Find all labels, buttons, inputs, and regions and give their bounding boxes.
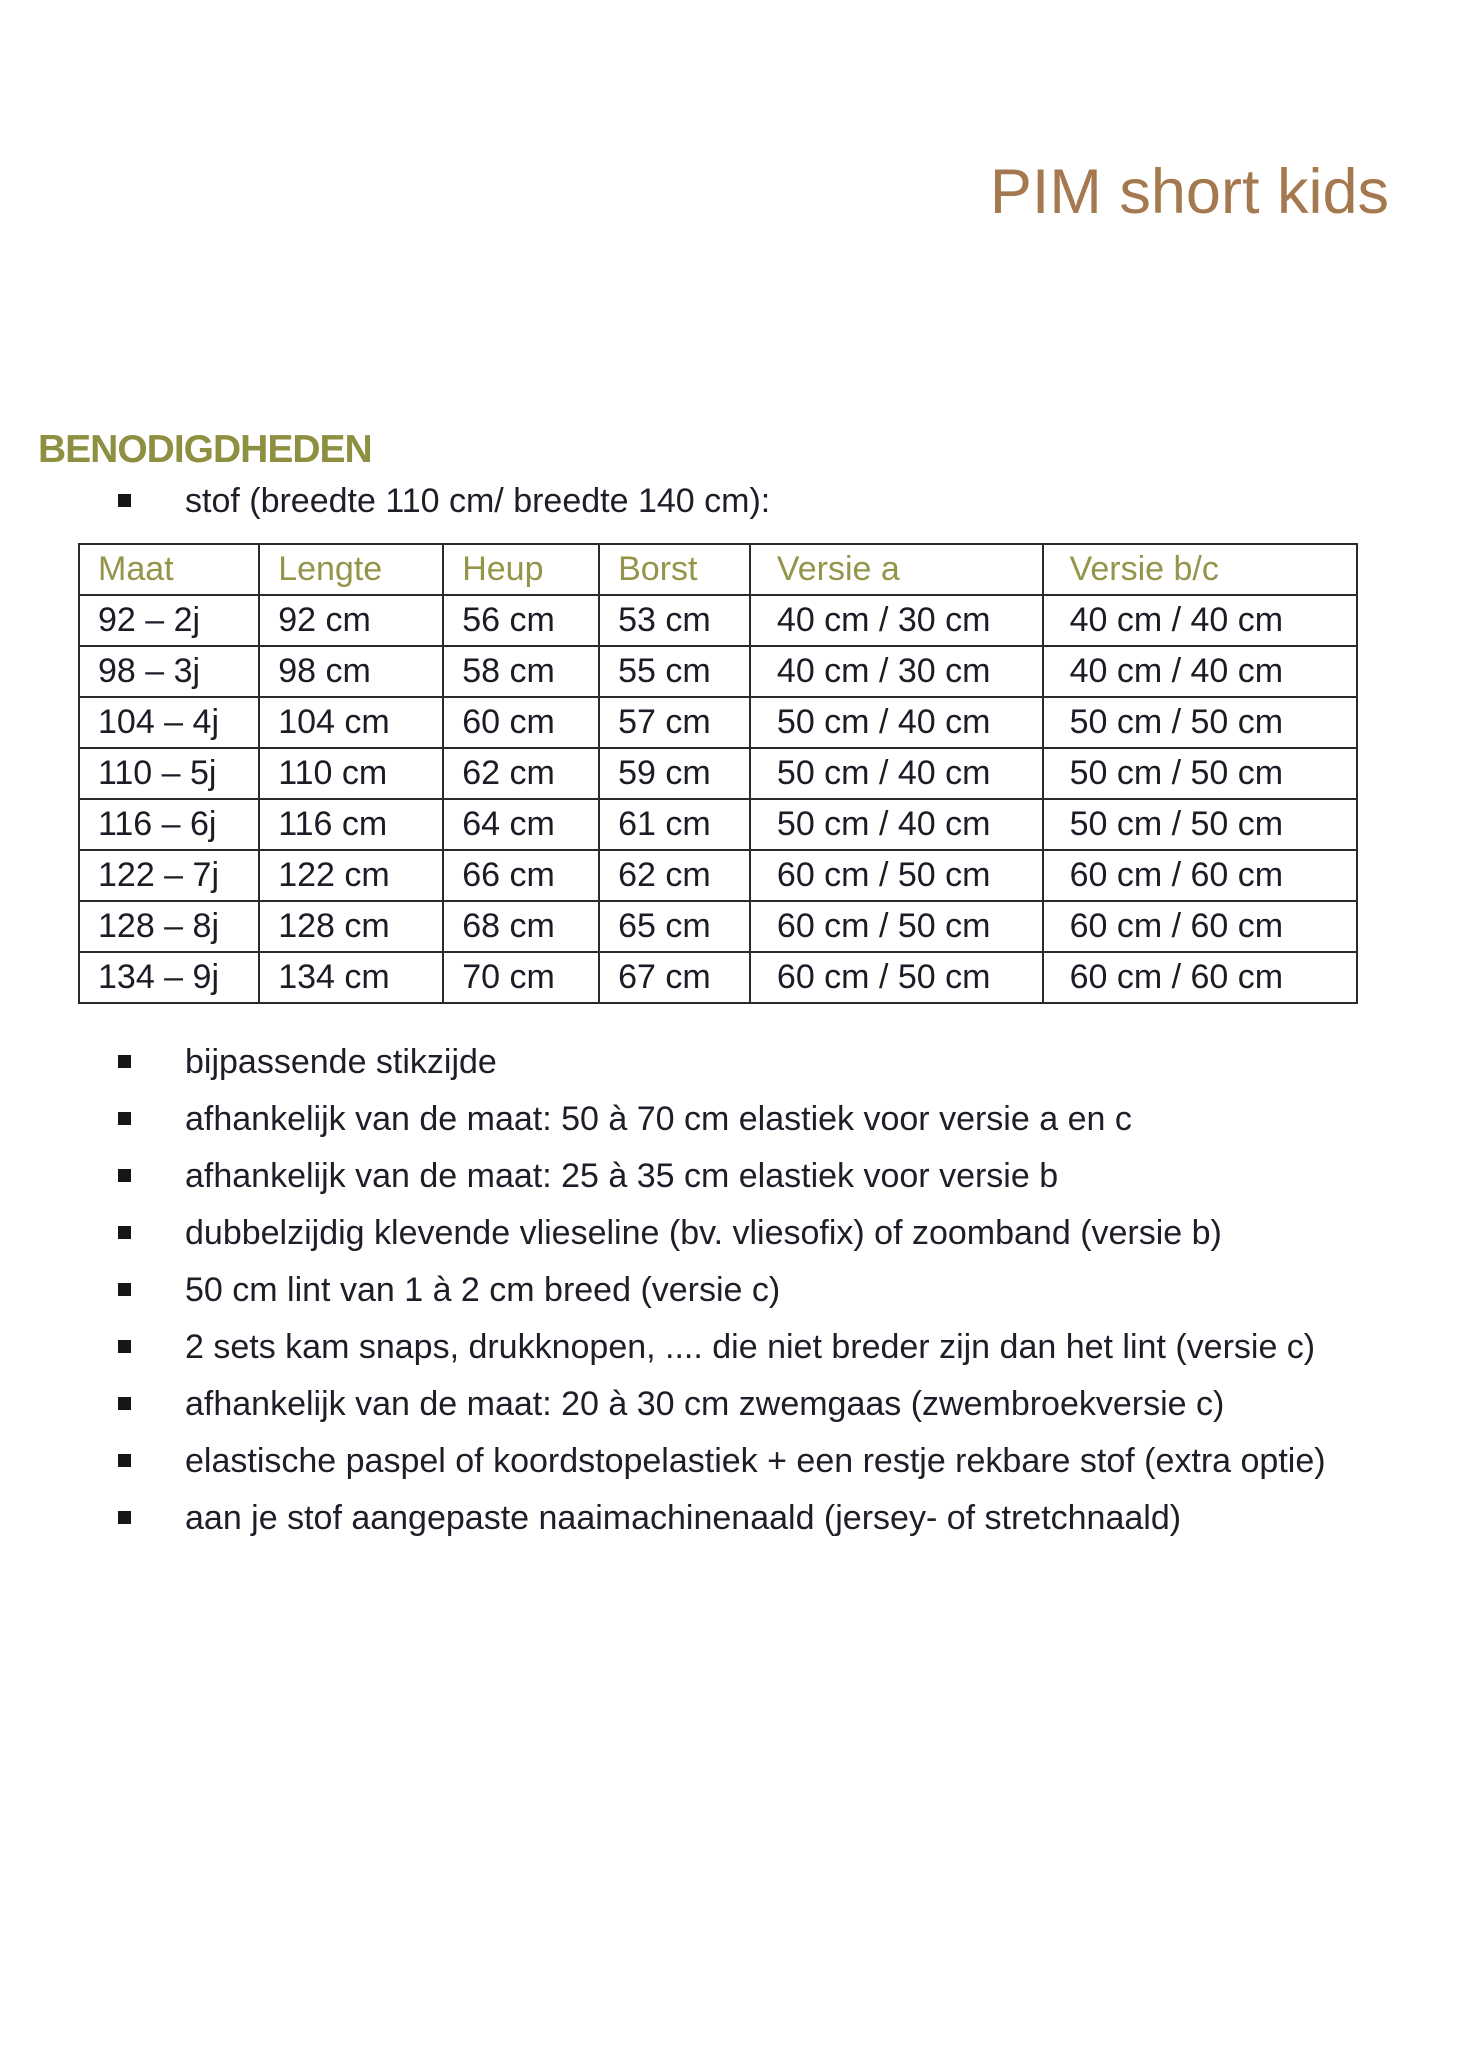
table-cell: 92 cm — [259, 595, 443, 646]
list-item — [118, 1439, 1326, 1483]
table-cell: 116 cm — [259, 799, 443, 850]
page-title: PIM short kids — [989, 157, 1389, 227]
size-chart-table — [78, 543, 1358, 1004]
table-header-cell: Maat — [79, 544, 259, 595]
table-cell: 122 – 7j — [79, 850, 259, 901]
bullet-square-icon — [118, 1397, 131, 1410]
table-cell: 40 cm / 40 cm — [1043, 646, 1357, 697]
table-cell: 134 cm — [259, 952, 443, 1003]
table-cell: 50 cm / 50 cm — [1043, 748, 1357, 799]
table-cell: 104 cm — [259, 697, 443, 748]
table-cell: 110 cm — [259, 748, 443, 799]
list-item-text: aan je stof aangepaste naaimachinenaald (jersey- of stretchnaald) — [185, 1499, 1182, 1537]
list-item-text: afhankelijk van de maat: 25 à 35 cm elastiek voor versie b — [185, 1157, 1059, 1195]
table-row — [79, 646, 1357, 697]
table-cell: 59 cm — [599, 748, 750, 799]
bullet-square-icon — [118, 494, 131, 507]
table-header-cell: Versie a — [750, 544, 1043, 595]
list-item-text: afhankelijk van de maat: 50 à 70 cm elastiek voor versie a en c — [185, 1100, 1132, 1138]
supplies-bullet-list — [118, 1040, 1326, 1553]
list-item-text: elastische paspel of koordstopelastiek + een restje rekbare stof (extra optie) — [185, 1442, 1326, 1480]
table-cell: 122 cm — [259, 850, 443, 901]
table-cell: 50 cm / 50 cm — [1043, 799, 1357, 850]
table-row — [79, 799, 1357, 850]
list-item-text: 50 cm lint van 1 à 2 cm breed (versie c) — [185, 1271, 781, 1309]
bullet-square-icon — [118, 1340, 131, 1353]
table-cell: 110 – 5j — [79, 748, 259, 799]
table-cell: 53 cm — [599, 595, 750, 646]
table-cell: 60 cm / 50 cm — [750, 952, 1043, 1003]
table-cell: 56 cm — [443, 595, 599, 646]
table-cell: 57 cm — [599, 697, 750, 748]
bullet-square-icon — [118, 1112, 131, 1125]
table-cell: 60 cm / 60 cm — [1043, 952, 1357, 1003]
list-item-text: stof (breedte 110 cm/ breedte 140 cm): — [185, 482, 771, 520]
table-cell: 98 cm — [259, 646, 443, 697]
table-cell: 62 cm — [443, 748, 599, 799]
list-item-text: bijpassende stikzijde — [185, 1043, 497, 1081]
table-cell: 60 cm / 50 cm — [750, 901, 1043, 952]
bullet-square-icon — [118, 1283, 131, 1296]
table-cell: 50 cm / 50 cm — [1043, 697, 1357, 748]
list-item — [118, 1496, 1326, 1540]
table-row — [79, 901, 1357, 952]
bullet-square-icon — [118, 1169, 131, 1182]
list-item — [118, 1268, 1326, 1312]
list-item — [118, 1211, 1326, 1255]
table-row — [79, 697, 1357, 748]
table-cell: 98 – 3j — [79, 646, 259, 697]
table-cell: 68 cm — [443, 901, 599, 952]
table-row — [79, 850, 1357, 901]
table-cell: 60 cm — [443, 697, 599, 748]
table-header-cell: Heup — [443, 544, 599, 595]
table-cell: 60 cm / 60 cm — [1043, 850, 1357, 901]
table-row — [79, 952, 1357, 1003]
table-header-cell: Lengte — [259, 544, 443, 595]
table-cell: 65 cm — [599, 901, 750, 952]
table-cell: 67 cm — [599, 952, 750, 1003]
bullet-square-icon — [118, 1055, 131, 1068]
table-cell: 55 cm — [599, 646, 750, 697]
list-item-text: afhankelijk van de maat: 20 à 30 cm zwemgaas (zwembroekversie c) — [185, 1385, 1225, 1423]
table-cell: 104 – 4j — [79, 697, 259, 748]
bullet-square-icon — [118, 1511, 131, 1524]
table-cell: 92 – 2j — [79, 595, 259, 646]
list-item — [118, 1382, 1326, 1426]
table-row — [79, 748, 1357, 799]
table-cell: 58 cm — [443, 646, 599, 697]
table-cell: 128 – 8j — [79, 901, 259, 952]
list-item — [118, 1325, 1326, 1369]
bullet-square-icon — [118, 1226, 131, 1239]
table-cell: 64 cm — [443, 799, 599, 850]
bullet-square-icon — [118, 1454, 131, 1467]
list-item-text: 2 sets kam snaps, drukknopen, .... die niet breder zijn dan het lint (versie c) — [185, 1328, 1316, 1366]
table-cell: 116 – 6j — [79, 799, 259, 850]
table-cell: 60 cm / 60 cm — [1043, 901, 1357, 952]
section-heading-benodigdheden: BENODIGDHEDEN — [38, 428, 372, 471]
table-cell: 134 – 9j — [79, 952, 259, 1003]
table-cell: 62 cm — [599, 850, 750, 901]
table-cell: 40 cm / 30 cm — [750, 646, 1043, 697]
table-cell: 66 cm — [443, 850, 599, 901]
list-item-fabric — [118, 479, 770, 523]
list-item — [118, 1097, 1326, 1141]
table-cell: 50 cm / 40 cm — [750, 799, 1043, 850]
table-row — [79, 595, 1357, 646]
table-header-cell: Versie b/c — [1043, 544, 1357, 595]
list-item — [118, 1040, 1326, 1084]
table-cell: 60 cm / 50 cm — [750, 850, 1043, 901]
table-cell: 50 cm / 40 cm — [750, 697, 1043, 748]
table-header-cell: Borst — [599, 544, 750, 595]
table-cell: 70 cm — [443, 952, 599, 1003]
list-item-text: dubbelzijdig klevende vlieseline (bv. vliesofix) of zoomband (versie b) — [185, 1214, 1222, 1252]
table-cell: 40 cm / 40 cm — [1043, 595, 1357, 646]
table-cell: 128 cm — [259, 901, 443, 952]
list-item — [118, 1154, 1326, 1198]
table-header-row — [79, 544, 1357, 595]
table-cell: 50 cm / 40 cm — [750, 748, 1043, 799]
table-cell: 61 cm — [599, 799, 750, 850]
table-cell: 40 cm / 30 cm — [750, 595, 1043, 646]
